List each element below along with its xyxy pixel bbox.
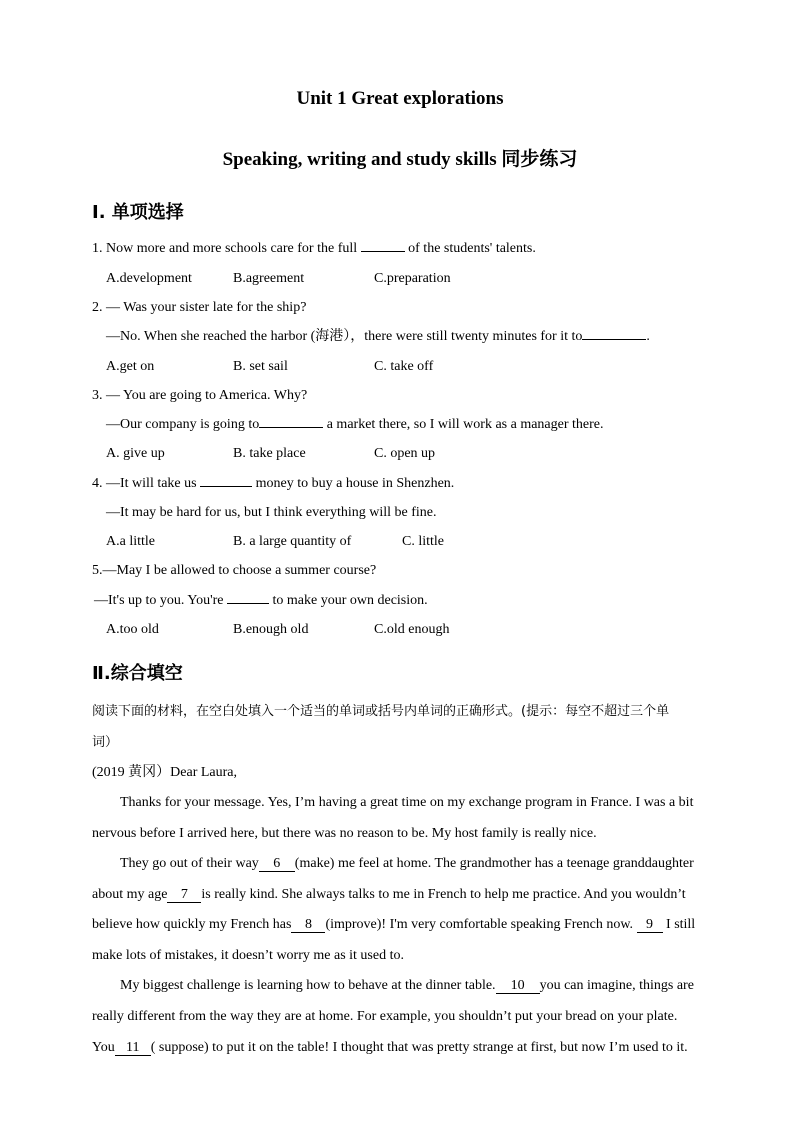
answer-blank-8[interactable]: 8 (291, 918, 325, 933)
question-3-reply (106, 417, 604, 433)
question-text: a market there, so I will work as a manager there. (326, 417, 604, 432)
section-heading-1: Ⅰ. 单项选择 (92, 202, 184, 223)
option-c: C.preparation (374, 271, 451, 286)
option-b: B.enough old (233, 622, 309, 637)
answer-blank[interactable] (259, 427, 323, 428)
section-heading-2: Ⅱ.综合填空 (92, 663, 183, 684)
question-text: . (646, 329, 650, 344)
option-a: A.a little (106, 534, 155, 549)
instructions: 阅读下面的材料，在空白处填入一个适当的单词或括号内单词的正确形式。(提示：每空不超过三个单 (92, 704, 670, 719)
question-4-reply: —It may be hard for us, but I think everything will be fine. (106, 505, 437, 520)
answer-blank[interactable] (582, 339, 646, 340)
question-text: —It's up to you. You're (94, 593, 224, 608)
answer-blank-9[interactable]: 9 (637, 918, 663, 933)
option-b: B. set sail (233, 359, 288, 374)
question-text: 4. —It will take us (92, 476, 197, 491)
question-5: 5.—May I be allowed to choose a summer course? (92, 563, 377, 578)
question-text: money to buy a house in Shenzhen. (255, 476, 455, 491)
answer-blank[interactable] (361, 251, 405, 252)
page-subtitle: Speaking, writing and study skills 同步练习 (222, 149, 578, 170)
option-b: B. a large quantity of (233, 534, 352, 549)
question-3: 3. — You are going to America. Why? (92, 388, 308, 403)
option-a: A. give up (106, 446, 165, 461)
question-2: 2. — Was your sister late for the ship? (92, 300, 307, 315)
question-text: 1. Now more and more schools care for the full (92, 241, 358, 256)
page-title: Unit 1 Great explorations (296, 88, 504, 109)
option-c: C. take off (374, 359, 434, 374)
answer-blank-6[interactable]: 6 (259, 857, 295, 872)
answer-blank-11[interactable]: 11 (115, 1041, 151, 1056)
question-1 (92, 241, 536, 257)
passage-line: make lots of mistakes, it doesn’t worry me as it used to. (92, 948, 404, 963)
answer-blank-7[interactable]: 7 (167, 888, 201, 903)
passage-line: You 11 ( suppose) to put it on the table! I thought that was pretty strange at first, but now I’m used to it. (92, 1040, 688, 1055)
question-text: of the students' talents. (408, 241, 536, 256)
passage-salutation: (2019 黄冈）Dear Laura, (92, 765, 238, 780)
option-a: A.development (106, 271, 192, 286)
passage-line: They go out of their way 6 (make) me feel at home. The grandmother has a teenage granddaughter (120, 856, 694, 871)
answer-blank-10[interactable]: 10 (496, 979, 540, 994)
question-text: —Our company is going to (106, 417, 260, 432)
passage-line: believe how quickly my French has 8 (improve)! I'm very comfortable speaking French now. 9 I still (92, 917, 696, 932)
passage-line: about my age 7 is really kind. She always talks to me in French to help me practice. And you wouldn’t (92, 887, 686, 902)
passage-line: My biggest challenge is learning how to behave at the dinner table. 10 you can imagine, things are (120, 978, 694, 993)
question-text: —No. When she reached the harbor (海港），there were still twenty minutes for it to (106, 329, 583, 344)
question-4 (92, 476, 454, 492)
option-c: C.old enough (374, 622, 450, 637)
answer-blank[interactable] (227, 603, 269, 604)
option-a: A.too old (106, 622, 159, 637)
question-text: to make your own decision. (272, 593, 428, 608)
option-c: C. open up (374, 446, 436, 461)
option-c: C. little (402, 534, 444, 549)
passage-line: nervous before I arrived here, but there was no reason to be. My host family is really nice. (92, 826, 597, 841)
passage-line: really different from the way they are at home. For example, you shouldn’t put your bread on your plate. (92, 1009, 678, 1024)
instructions-cont: 词） (92, 735, 119, 750)
passage-line: Thanks for your message. Yes, I’m having a great time on my exchange program in France. I was a bit (120, 795, 694, 810)
option-b: B. take place (233, 446, 306, 461)
question-2-reply (106, 329, 650, 345)
option-a: A.get on (106, 359, 155, 374)
answer-blank[interactable] (200, 486, 252, 487)
question-5-reply (94, 593, 428, 609)
option-b: B.agreement (233, 271, 305, 286)
